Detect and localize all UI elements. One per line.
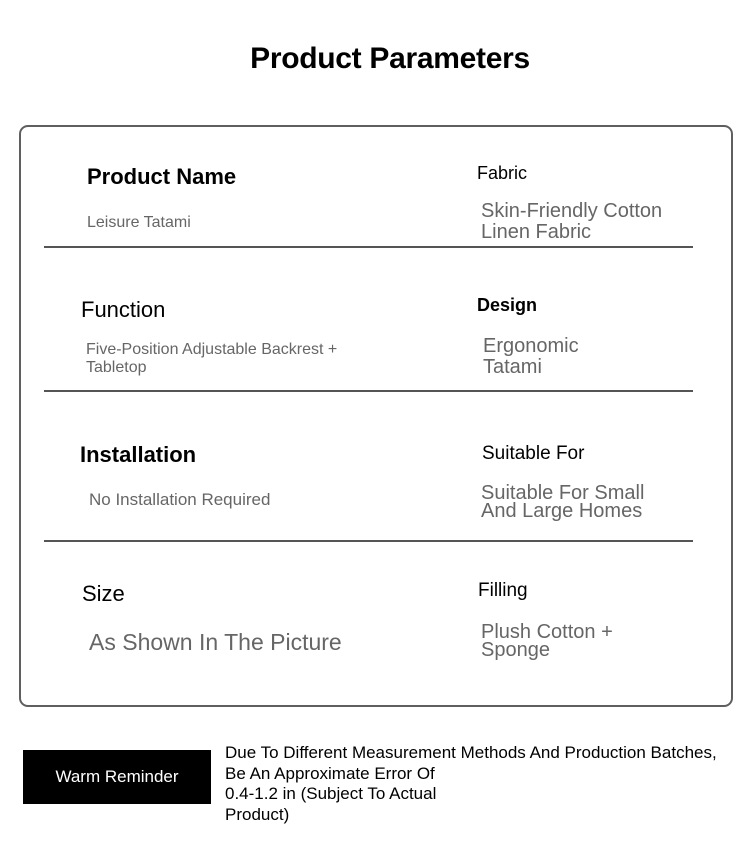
function-value-line: Tabletop xyxy=(86,359,147,377)
suitable-for-value-line: And Large Homes xyxy=(481,500,643,523)
fabric-value xyxy=(481,201,662,243)
fabric-value-line: Linen Fabric xyxy=(481,221,592,243)
reminder-line: 0.4-1.2 in (Subject To Actual xyxy=(225,784,437,803)
fabric-value-line: Skin-Friendly Cotton xyxy=(481,200,663,222)
warm-reminder-badge: Warm Reminder xyxy=(23,750,211,804)
page-title: Product Parameters xyxy=(250,42,530,75)
filling-value xyxy=(481,623,613,660)
reminder-line: Be An Approximate Error Of xyxy=(225,763,435,783)
filling-value-line: Sponge xyxy=(481,639,550,662)
function-value xyxy=(86,341,337,378)
reminder-line: Product) xyxy=(225,804,290,824)
function-label: Function xyxy=(81,297,166,322)
size-label: Size xyxy=(82,581,125,606)
reminder-line: Due To Different Measurement Methods And Production Batches, xyxy=(225,743,717,762)
product-name-value: Leisure Tatami xyxy=(87,214,191,231)
installation-label: Installation xyxy=(80,442,197,467)
installation-value: No Installation Required xyxy=(89,490,271,509)
function-value-line: Five-Position Adjustable Backrest + xyxy=(86,341,338,358)
design-value-line: Ergonomic xyxy=(483,335,579,357)
design-value xyxy=(483,336,579,378)
suitable-for-value xyxy=(481,484,644,521)
row-divider xyxy=(44,540,693,542)
filling-value-line: Plush Cotton + xyxy=(481,621,613,643)
design-label: Design xyxy=(477,295,538,315)
row-divider xyxy=(44,246,693,248)
row-divider xyxy=(44,390,693,392)
suitable-for-label: Suitable For xyxy=(482,443,585,464)
design-value-line: Tatami xyxy=(483,356,542,378)
filling-label: Filling xyxy=(478,580,528,601)
suitable-for-value-line: Suitable For Small xyxy=(481,482,645,504)
product-name-label: Product Name xyxy=(87,164,237,189)
size-value: As Shown In The Picture xyxy=(89,629,342,655)
warm-reminder-text xyxy=(225,743,750,825)
fabric-label: Fabric xyxy=(477,163,528,183)
